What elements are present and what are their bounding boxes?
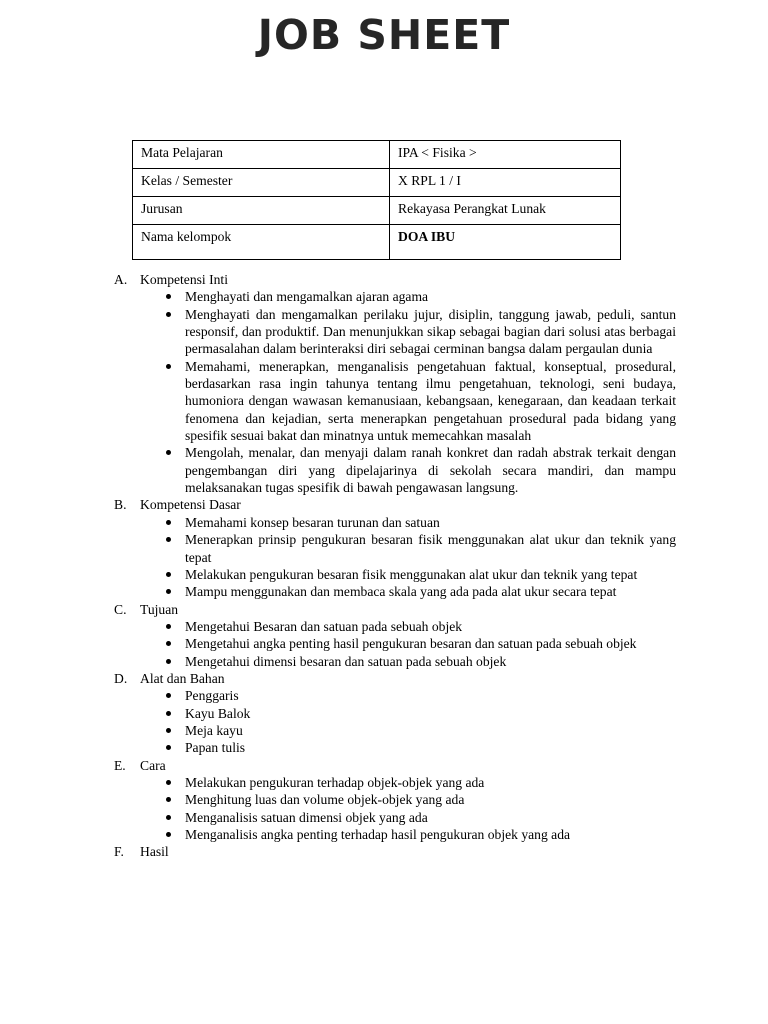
section-heading [114,757,676,774]
section-title: Alat dan Bahan [140,670,225,686]
bullet-indent [114,739,165,756]
bullet-text: Mengetahui angka penting hasil pengukuran besaran dan satuan pada sebuah objek [185,636,637,652]
bullet-icon [165,358,185,445]
bullet-item [114,635,676,652]
info-row-label: Nama kelompok [133,225,390,260]
bullet-item [114,288,676,305]
section-letter: A. [114,272,128,287]
document-title: JOB SHEET [257,11,511,59]
bullet-text: Mengetahui dimensi besaran dan satuan pada sebuah objek [185,653,507,669]
bullet-text: Memahami, menerapkan, menganalisis pengetahuan faktual, konseptual, prosedural, berdasarkan rasa ingin tahunya tentang ilmu pengetahuan, teknologi, seni budaya, humoniora dengan wawasan kemanusiaan, kebangsaan, kenegaraan, dan keadaan terkait fenomena dan kejadian, serta menerapkan pengetahuan prosedural pada bidang yang spesifik sesuai bakat dan minatnya untuk memecahkan masalah [185,358,676,444]
bullet-text: Kayu Balok [185,705,251,721]
bullet-item [114,739,676,756]
bullet-indent [114,791,165,808]
bullet-icon [165,566,185,583]
info-row-label: Jurusan [133,197,390,225]
section-title: Cara [140,757,166,773]
bullet-icon [165,722,185,739]
bullet-item [114,705,676,722]
info-row-value: X RPL 1 / I [390,169,621,197]
bullet-icon [165,653,185,670]
bullet-indent [114,809,165,826]
section-letter: B. [114,497,127,513]
bullet-icon [165,705,185,722]
bullet-indent [114,687,165,704]
bullet-item [114,514,676,531]
bullet-indent [114,583,165,600]
bullet-indent [114,514,165,531]
section-title: Hasil [140,844,169,860]
bullet-item [114,531,676,566]
bullet-icon [165,288,185,305]
section-heading [114,843,676,860]
bullet-item [114,358,676,445]
bullet-text: Menerapkan prinsip pengukuran besaran fisik menggunakan alat ukur dan teknik yang tepat [185,532,676,565]
info-row-label: Mata Pelajaran [133,141,390,169]
bullet-indent [114,566,165,583]
bullet-indent [114,444,165,496]
info-table-body [133,141,621,260]
bullet-text: Menganalisis angka penting terhadap hasil pengukuran objek yang ada [185,827,571,842]
bullet-item [114,791,676,808]
bullet-indent [114,722,165,739]
info-row-value: Rekayasa Perangkat Lunak [390,197,621,225]
outline-section [114,670,676,757]
bullet-icon [165,809,185,826]
section-letter: E. [114,757,126,773]
bullet-text: Melakukan pengukuran besaran fisik menggunakan alat ukur dan teknik yang tepat [185,566,638,582]
bullet-indent [114,618,165,635]
bullet-item [114,722,676,739]
info-table-row [133,141,621,169]
bullet-indent [114,653,165,670]
section-heading [114,601,676,618]
bullet-item [114,618,676,635]
bullet-indent [114,826,165,843]
info-table [132,140,621,260]
bullet-indent [114,306,165,358]
bullet-item [114,809,676,826]
section-title: Tujuan [140,601,179,617]
bullet-indent [114,531,165,566]
section-letter: C. [114,601,127,617]
bullet-text: Mampu menggunakan dan membaca skala yang ada pada alat ukur secara tepat [185,584,617,600]
bullet-item [114,774,676,791]
outline-section [114,843,676,860]
bullet-indent [114,774,165,791]
section-items [114,687,676,756]
bullet-icon [165,826,185,843]
info-table-row [133,197,621,225]
bullet-icon [165,739,185,756]
bullet-indent [114,705,165,722]
bullet-text: Meja kayu [185,722,243,738]
bullet-item [114,583,676,600]
bullet-text: Mengetahui Besaran dan satuan pada sebuah objek [185,618,463,634]
bullet-icon [165,774,185,791]
section-heading [114,496,676,513]
bullet-text: Penggaris [185,688,239,704]
bullet-text: Menganalisis satuan dimensi objek yang ada [185,809,428,825]
info-row-value: IPA < Fisika > [390,141,621,169]
section-title: Kompetensi Dasar [140,497,241,513]
section-letter: D. [114,670,128,686]
bullet-text: Melakukan pengukuran terhadap objek-objek yang ada [185,774,485,790]
bullet-text: Menghayati dan mengamalkan ajaran agama [185,289,429,305]
section-items [114,618,676,670]
bullet-indent [114,635,165,652]
section-items [114,774,676,843]
outline-section [114,757,676,844]
bullet-item [114,653,676,670]
bullet-icon [165,791,185,808]
bullet-item [114,306,676,358]
bullet-icon [165,687,185,704]
bullet-icon [165,444,185,496]
bullet-icon [165,618,185,635]
bullet-item [114,444,676,496]
info-table-row [133,169,621,197]
info-row-label: Kelas / Semester [133,169,390,197]
bullet-text: Mengolah, menalar, dan menyaji dalam ranah konkret dan radah abstrak terkait dengan pengembangan diri yang dipelajarinya di sekolah secara mandiri, dan mampu melaksanakan tugas spesifik di bawah pengawasan langsung. [185,445,676,496]
bullet-item [114,687,676,704]
bullet-icon [165,531,185,566]
outline-section [114,271,676,496]
bullet-icon [165,514,185,531]
bullet-icon [165,583,185,600]
bullet-text: Papan tulis [185,740,246,756]
bullet-indent [114,288,165,305]
section-items [114,288,676,496]
section-letter: F. [114,844,124,860]
outline-section [114,496,676,600]
bullet-text: Menghayati dan mengamalkan perilaku jujur, disiplin, tanggung jawab, peduli, santun responsif, dan produktif. Dan menunjukkan sikap sebagai bagian dari solusi atas berbagai permasalahan dalam berinteraksi diri sebagai cerminan bangsa dalam pergaulan dunia [185,306,676,357]
info-row-value: DOA IBU [390,225,621,260]
document-body [114,271,676,861]
bullet-text: Memahami konsep besaran turunan dan satuan [185,514,440,530]
bullet-indent [114,358,165,445]
bullet-item [114,566,676,583]
outline-section [114,601,676,670]
section-items [114,514,676,601]
bullet-icon [165,306,185,358]
bullet-text: Menghitung luas dan volume objek-objek yang ada [185,792,465,808]
section-heading [114,670,676,687]
bullet-icon [165,635,185,652]
section-title: Kompetensi Inti [140,272,228,287]
bullet-item [114,826,676,843]
info-table-row [133,225,621,260]
section-heading [114,271,676,288]
